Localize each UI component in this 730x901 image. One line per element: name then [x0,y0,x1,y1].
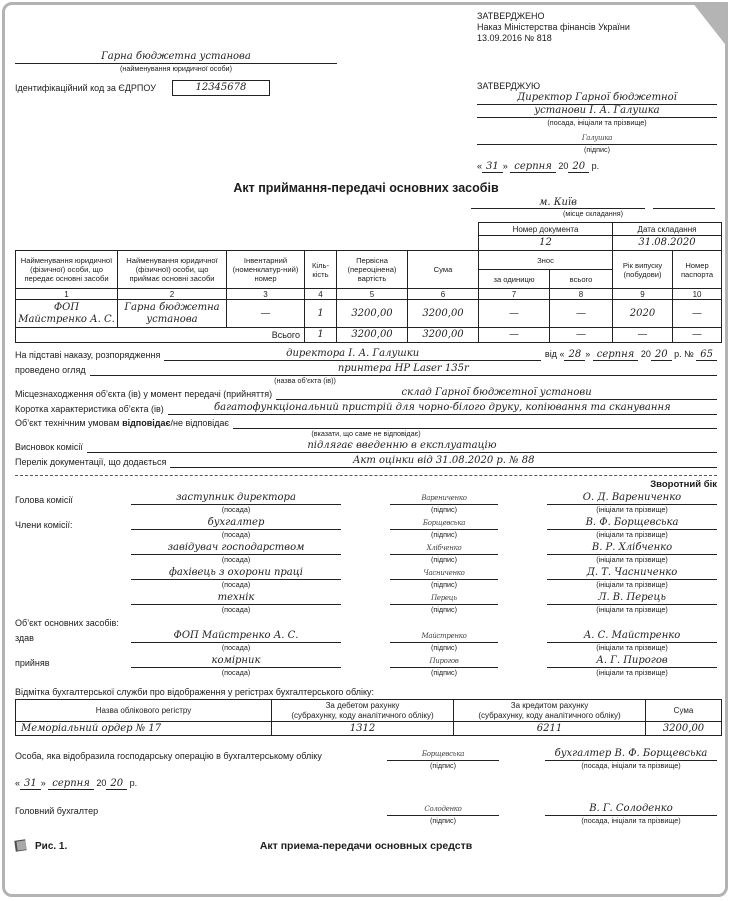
col-header-wear-total: всього [550,270,613,289]
role-value: заступник директора [131,492,341,505]
acc-credit-value: 6211 [454,722,646,736]
handover-row: здав ФОП Майстренко А. С. Майстренко А. С. Майстренко (посада) (підпис) (ініціали та прізвище) [15,630,717,653]
approval-block [477,11,717,172]
commission-row: завідувач господарством Хлібченко В. Р. Хлібченко (посада) (підпис) (ініціали та прізвище) [15,542,717,565]
acc-col-sum: Сума [646,700,722,722]
approver-position-line2: установи І. А. Галушка [477,105,717,118]
col-number: 6 [408,289,479,300]
name-value: Д. Т. Часниченко [547,567,717,580]
col-header-transferor: Найменування юридичної (фізичної) особи, що передає основні засоби [16,251,118,289]
approved-title: ЗАТВЕРДЖЕНО [477,11,545,21]
role-value: технік [131,592,341,605]
edrpou-value-box: 12345678 [172,80,270,96]
approver-position-caption: (посада, ініціали та прізвище) [547,118,647,127]
col-number: 1 [16,289,118,300]
col-header-wear: Знос [479,251,613,270]
role-value: фахівець з охорони праці [131,567,341,580]
cell-initial-value: 3200,00 [337,300,408,328]
basis-date-day: 28 [564,349,585,361]
approval-date-day: 31 [482,161,503,173]
col-number: 10 [673,289,722,300]
cell-sum: 3200,00 [408,300,479,328]
handover-row: прийняв комірник Пирогов А. Г. Пирогов (посада) (підпис) (ініціали та прізвище) [15,655,717,678]
approval-date-month: серпня [510,161,556,173]
cell-wear-total: — [550,300,613,328]
document-page [2,2,728,897]
acc-debit-value: 1312 [272,722,454,736]
role-value: бухгалтер [131,517,341,530]
page-break-divider [15,475,717,476]
recorder-name: бухгалтер В. Ф. Борщевська [545,748,717,761]
signature-scrawl: Перець [390,592,498,605]
org-name-value: Гарна бюджетна установа [15,51,337,64]
record-date-month: серпня [48,778,94,790]
commission-head-label: Голова комісії [15,495,73,505]
basis-label: На підставі наказу, розпорядження [15,350,161,360]
col-number: 3 [227,289,305,300]
org-block [15,11,337,172]
role-value: ФОП Майстренко А. С. [131,630,341,643]
approver-signature-caption: (підпис) [584,145,610,154]
documents-value: Акт оцінки від 31.08.2020 р. № 88 [170,455,717,468]
commission-section [15,492,717,615]
total-initial-value: 3200,00 [337,328,408,343]
cell-wear-unit: — [479,300,550,328]
col-header-receiver: Найменування юридичної (фізичної) особи, що приймає основні засоби [118,251,227,289]
reverse-side-label: Зворотний бік [650,479,717,490]
conclusion-label: Висновок комісії [15,442,83,452]
basis-date-month: серпня [593,349,639,361]
commission-row: Голова комісії заступник директора Варениченко О. Д. Варениченко (посада) (підпис) (ініціали та прізвище) [15,492,717,515]
doc-number-label: Номер документа [479,223,613,236]
record-date-day: 31 [20,778,41,790]
handover-label: Об’єкт основних засобів: [15,618,119,628]
col-header-wear-per-unit: за одиницю [479,270,550,289]
page-title: Акт приймання-передачі основних засобів [233,181,499,195]
name-value: А. Г. Пирогов [547,655,717,668]
chief-accountant-label: Головний бухгалтер [15,806,99,816]
commission-row: технік Перець Л. В. Перець (посада) (підпис) (ініціали та прізвище) [15,592,717,615]
col-number: 8 [550,289,613,300]
place-caption: (місце складання) [563,209,623,218]
name-value: О. Д. Варениченко [547,492,717,505]
place-line [471,197,715,218]
signature-scrawl: Солоденко [387,803,499,816]
accounting-table [15,699,722,736]
basis-date-year: 20 [651,349,672,361]
name-value: А. С. Майстренко [547,630,717,643]
signature-scrawl: Хлібченко [390,542,498,555]
col-header-quantity: Кіль-кість [305,251,337,289]
col-header-sum: Сума [408,251,479,289]
role-value: комірник [131,655,341,668]
handover-section [15,618,717,678]
cell-quantity: 1 [305,300,337,328]
commission-row: Члени комісії: бухгалтер Борщевська В. Ф. Борщевська (посада) (підпис) (ініціали та прізвище) [15,517,717,540]
cell-passport: — [673,300,722,328]
handover-received-label: прийняв [15,658,50,668]
conformity-label: Об’єкт технічним умовам відповідає/не відповідає [15,418,229,428]
conformity-caption: (вказати, що саме не відповідає) [311,429,421,438]
cell-year: 2020 [613,300,673,328]
fields-section [15,348,717,468]
chief-accountant-row: Головний бухгалтер Солоденко В. Г. Солоденко (підпис) (посада, ініціали та прізвище) [15,803,717,825]
col-number: 9 [613,289,673,300]
signature-scrawl: Борщевська [390,517,498,530]
commission-members-label: Члени комісії: [15,520,73,530]
basis-value: директора І. А. Галушки [164,348,541,361]
basis-date: від « 28 » серпня 20 20 р. № 65 [541,348,717,361]
characteristics-label: Коротка характеристика об’єкта (ів) [15,404,164,414]
approval-date: « 31 » серпня 20 20 р. [477,161,600,172]
col-number: 7 [479,289,550,300]
acc-col-credit: За кредитом рахунку (субрахунку, коду аналітичного обліку) [454,700,646,722]
approved-order-number: 13.09.2016 № 818 [477,33,552,43]
location-label: Місцезнаходження об’єкта (ів) у момент передачі (прийняття) [15,389,273,399]
recorder-label: Особа, яка відобразила господарську операцію в бухгалтерському обліку [15,751,322,761]
figure-title: Акт приема-передачи основных средств [259,840,473,852]
name-value: В. Ф. Борщевська [547,517,717,530]
doc-number-value: 12 [479,236,613,251]
edrpou-label: Ідентифікаційний код за ЄДРПОУ [15,83,156,93]
cell-receiver: Гарна бюджетна установа [118,300,227,328]
header [15,11,717,172]
record-date-year: 20 [106,778,127,790]
commission-row: фахівець з охорони праці Часниченко Д. Т. Часниченко (посада) (підпис) (ініціали та прізвище) [15,567,717,590]
basis-order-number: 65 [696,349,717,361]
total-label: Всього [16,328,305,343]
approver-position-line1: Директор Гарної бюджетної [477,92,717,105]
record-date: « 31 » серпня 20 20 р. [15,778,138,789]
total-passport: — [673,328,722,343]
doc-date-value: 31.08.2020 [613,236,722,251]
name-value: В. Р. Хлібченко [547,542,717,555]
cell-inventory-number: — [227,300,305,328]
documents-label: Перелік документації, що додається [15,457,167,467]
acc-col-debit: За дебетом рахунку (субрахунку, коду аналітичного обліку) [272,700,454,722]
review-caption: (назва об’єкта (ів)) [274,376,336,385]
location-value: склад Гарної бюджетної установи [276,387,717,400]
col-number: 2 [118,289,227,300]
conformity-value-line [233,428,717,429]
accounting-intro: Відмітка бухгалтерської служби про відображення у регістрах бухгалтерського обліку: [15,687,374,697]
conclusion-value: підлягає введенню в експлуатацію [87,440,717,453]
col-header-passport: Номер паспорта [673,251,722,289]
approved-order: Наказ Міністерства фінансів України [477,22,630,32]
acc-sum-value: 3200,00 [646,722,722,736]
col-header-inventory-number: Інвентарний (номенклатур-ний) номер [227,251,305,289]
figure-caption-bar [15,837,717,855]
characteristics-value: багатофункціональний пристрій для чорно-білого друку, копіювання та сканування [168,402,717,415]
assets-table [15,222,722,343]
acc-col-register: Назва облікового регістру [16,700,272,722]
review-label: проведено огляд [15,365,86,375]
col-number: 5 [337,289,408,300]
doc-date-label: Дата складання [613,223,722,236]
col-number: 4 [305,289,337,300]
total-wear-unit: — [479,328,550,343]
signature-scrawl: Майстренко [390,630,498,643]
acc-register-value: Меморіальний ордер № 17 [16,722,272,736]
col-header-initial-value: Первісна (переоцінена) вартість [337,251,408,289]
approval-date-year: 20 [568,161,589,173]
org-name-caption: (найменування юридичної особи) [120,64,232,73]
total-sum: 3200,00 [408,328,479,343]
approve-title: ЗАТВЕРДЖУЮ [477,81,541,91]
signature-scrawl: Часниченко [390,567,498,580]
total-wear-total: — [550,328,613,343]
approver-signature: Галушка [477,132,717,145]
signature-scrawl: Пирогов [390,655,498,668]
recorder-row: Особа, яка відобразила господарську операцію в бухгалтерському обліку Борщевська бухгалтер В. Ф. Борщевська (підпис) (посада, ініціали та прізвище) [15,748,717,770]
total-year: — [613,328,673,343]
name-value: Л. В. Перець [547,592,717,605]
figure-label: Рис. 1. [35,840,68,852]
signature-scrawl: Варениченко [390,492,498,505]
total-quantity: 1 [305,328,337,343]
handover-gave-label: здав [15,633,34,643]
chief-accountant-name: В. Г. Солоденко [545,803,717,816]
review-value: принтера HP Laser 135r [90,363,717,376]
place-value: м. Київ [471,197,645,209]
signature-scrawl: Борщевська [387,748,499,761]
col-header-year: Рік випуску (побудови) [613,251,673,289]
role-value: завідувач господарством [131,542,341,555]
cell-transferor: ФОП Майстренко А. С. [16,300,118,328]
